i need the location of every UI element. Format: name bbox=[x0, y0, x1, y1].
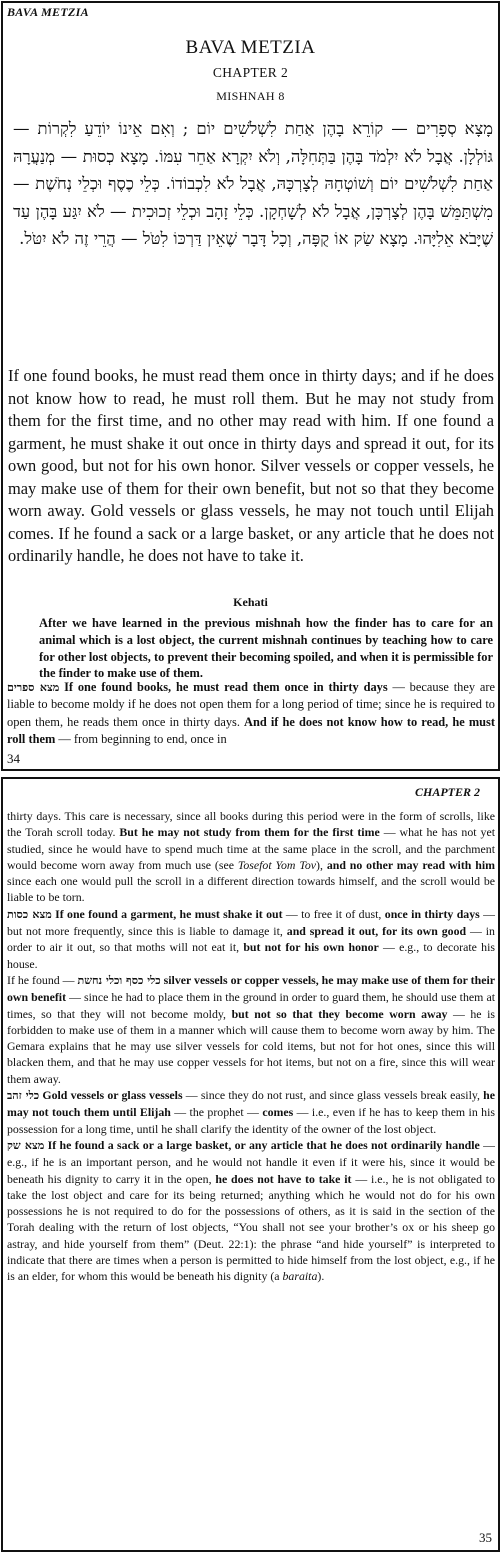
commentary-text: — i.e., even if he has to keep them in his possession for a long time, until he shall clarify the identity of the owner of the lost object. bbox=[7, 1105, 495, 1136]
commentary-bold: he may not touch them until Elijah bbox=[7, 1088, 496, 1120]
commentary-text: since each one would pull the scroll in a different direction towards himself, and the scroll would be liable to be torn. bbox=[7, 874, 495, 905]
commentary-column bbox=[7, 808, 495, 1285]
commentary-text: — i.e., he is not obligated to take the lost object and care for its being returned; anything which he would not do for his own possessions he is not required to do for the possessions of others, as it is said in the section of the Torah dealing with the return of lost objects, “You shall not see your brother’s ox or his sheep go astray, and hide yourself from them” (Deut. 22:1): the phrase “and hide yourself” is interpreted to indicate that there are times when a person is permitted to hide himself from the lost object, e.g., if he is an elder, for whom this would be beneath his dignity (a bbox=[7, 1171, 496, 1284]
english-translation: If one found books, he must read them once in thirty days; and if he does not know how to read, he must roll them. But he may not study from them for the first time, and no other may read with him. If one found a garment, he must shake it out once in thirty days and spread it out, for its own good, but not for his own honor. Silver vessels or copper vessels, he may make use of them for their own benefit, but not so that they become worn away. Gold vessels or glass vessels, he may not touch until Elijah comes. If he found a sack or a large basket, or any article that he does not ordinarily handle, he does not have to take it. bbox=[8, 366, 494, 565]
commentary-bold: and spread it out, for its own good bbox=[286, 924, 467, 939]
commentary-text: — in order to air it out, so that moths will not eat it, bbox=[7, 924, 495, 955]
commentary-bold: If one found a garment, he must shake it out bbox=[55, 906, 283, 921]
commentary-text: ). bbox=[317, 1269, 325, 1284]
commentary-text: If he found bbox=[7, 972, 60, 987]
commentary-bold: If one found books, he must read them once in thirty days bbox=[64, 680, 388, 694]
commentary-text: — e.g., to decorate his house. bbox=[7, 940, 495, 971]
citation: Tosefot Yom Tov bbox=[237, 857, 317, 872]
commentary-text: — because they are liable to become moldy if he does not open them for a long period of time; since he is required to open them, he reads them once in thirty days. bbox=[7, 680, 495, 729]
kehati-introduction: After we have learned in the previous mishnah how the finder has to care for an animal which is a lost object, the current mishnah continues by teaching how to care for other lost objects, to prevent their becoming spoiled, and when it is permissible for the finder to make use of them. bbox=[39, 616, 493, 681]
mishnah-title: MISHNAH 8 bbox=[216, 89, 285, 103]
hebrew-lemma: כלי זהב bbox=[7, 1089, 40, 1103]
commentary-text: — he is forbidden to make use of them in a manner which will cause them to become worn away by him. The Gemara explains that he may use silver vessels for cold items, but not for hot ones, since this will blacken them, and that he may use copper vessels for hot items, but not on a fire, since this will wear them away. bbox=[7, 1006, 495, 1086]
commentary-text: ), bbox=[316, 857, 327, 872]
commentary-paragraph bbox=[7, 808, 495, 906]
commentary-bold: And if he does not know how to read, he must roll them bbox=[7, 714, 495, 746]
page-number: 34 bbox=[7, 751, 20, 766]
commentary-paragraph bbox=[7, 906, 495, 972]
commentary-text: thirty days. This care is necessary, since all books during this period were in the form of scrolls, like the Torah scroll today. bbox=[7, 809, 495, 840]
commentary-text: — the prophet — bbox=[170, 1105, 263, 1120]
hebrew-mishnah-text: מָצָא סְפָרִים — קוֹרֵא בָהֶן אַחַת לִשְׁלֹשִׁים יוֹם ; וְאִם אֵינוֹ יוֹדֵעַ לִקְרוֹת — גּוֹלְלָן. אֲבָל לֹא יִלְמֹד בָּהֶן בַּתְּחִלָּה, וְלֹא יִקְרָא אַחֵר עִמּוֹ. מָצָא כְסוּת — מְנַעֲרָהּ אַחַת לִשְׁלֹשִׁים יוֹם וְשׁוֹטְחָהּ לְצָרְכָּהּ, אֲבָל לֹא לִכְבוֹדוֹ. כְּלֵי כֶסֶף וּכְלֵי נְחֹשֶׁת — מִשְׁתַּמֵּשׁ בָּהֶן לְצָרְכָּן, אֲבָל לֹא לְשָׁחְקָן. כְּלֵי זָהָב וּכְלֵי זְכוּכִית — לֹא יִגַּע בָּהֶן עַד שֶׁיָּבֹא אֵלִיָּהוּ. מָצָא שַׂק אוֹ קֻפָּה, וְכָל דָּבָר שֶׁאֵין דַּרְכּוֹ לִטֹּל — הֲרֵי זֶה לֹא יִטֹּל. bbox=[13, 119, 493, 248]
commentary-bold: But he may not study from them for the first time bbox=[119, 825, 380, 840]
commentary-bold: once in thirty days bbox=[384, 906, 480, 921]
commentary-text: — since they do not rust, and since glass vessels break easily, bbox=[182, 1088, 484, 1103]
running-head: BAVA METZIA bbox=[7, 5, 89, 19]
hebrew-lemma: מצא כסות bbox=[7, 907, 52, 921]
citation: baraita bbox=[282, 1269, 318, 1284]
tractate-title: BAVA METZIA bbox=[185, 37, 316, 58]
commentary-text: — bbox=[59, 972, 78, 987]
commentary-bold: comes bbox=[262, 1105, 294, 1120]
hebrew-lemma: כלי כסף וכלי נחשת bbox=[77, 973, 161, 987]
hebrew-lemma: מצא שק bbox=[7, 1138, 45, 1152]
commentary-text: — to free it of dust, bbox=[282, 906, 385, 921]
commentary-bold: and no other may read with him bbox=[326, 857, 495, 872]
commentary-bold: he does not have to take it bbox=[215, 1171, 352, 1186]
commentary-bold: Gold vessels or glass vessels bbox=[42, 1088, 183, 1103]
commentary-bold: silver vessels or copper vessels, he may make use of them for their own benefit bbox=[7, 972, 495, 1005]
commentary-bold: but not so that they become worn away bbox=[231, 1006, 448, 1021]
commentary-paragraph bbox=[7, 1087, 495, 1137]
page-35 bbox=[1, 777, 500, 1552]
chapter-title: CHAPTER 2 bbox=[212, 65, 289, 80]
commentary-text: — e.g., if he is an important person, and he would not handle it even if it were his, since it would be beneath his dignity to carry it in the open, bbox=[7, 1137, 496, 1186]
commentary-paragraph bbox=[7, 679, 495, 748]
commentary-text: — since he had to place them in the ground in order to guard them, he should use them at times, so that they will not become moldy, bbox=[7, 990, 495, 1021]
commentary-bold: If he found a sack or a large basket, or any article that he does not ordinarily handle bbox=[47, 1137, 480, 1152]
kehati-heading: Kehati bbox=[233, 595, 268, 609]
page-number: 35 bbox=[479, 1530, 492, 1545]
commentary-text: — from beginning to end, once in bbox=[55, 731, 227, 746]
running-head: CHAPTER 2 bbox=[414, 785, 480, 799]
commentary-paragraph bbox=[7, 1137, 495, 1285]
commentary-text: — what he has not yet studied, since he would have to spend much time at the same place in the scroll, and the parchment would become worn away from much use (see bbox=[7, 825, 495, 872]
page-34 bbox=[1, 1, 500, 771]
commentary-paragraph bbox=[7, 972, 495, 1087]
hebrew-lemma: מצא ספרים bbox=[7, 681, 60, 694]
commentary-bold: but not for his own honor bbox=[243, 940, 379, 955]
commentary-text: — but not more frequently, since this is liable to damage it, bbox=[7, 906, 495, 939]
